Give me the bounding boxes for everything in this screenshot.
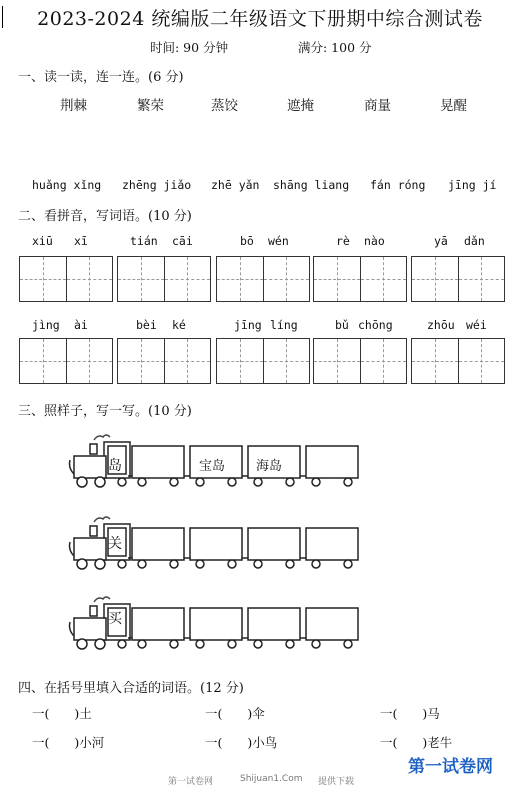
pinyin-syllable: zhōu <box>427 318 455 332</box>
writing-grid[interactable] <box>117 338 211 384</box>
pinyin-item: jīng jí <box>448 178 497 192</box>
pinyin-syllable: ài <box>74 318 88 332</box>
pinyin-item: huǎng xǐng <box>32 178 102 192</box>
exam-score: 满分: 100 分 <box>298 40 372 55</box>
section4-heading: 四、在括号里填入合适的词语。(12 分) <box>18 681 244 696</box>
pinyin-syllable: rè <box>336 234 350 248</box>
train-car-text: 海岛 <box>256 459 283 474</box>
pinyin-syllable: xī <box>74 234 88 248</box>
writing-grid[interactable] <box>216 338 310 384</box>
word-item: 晃醒 <box>440 98 467 114</box>
pinyin-syllable: ké <box>172 318 186 332</box>
pinyin-syllable: nào <box>364 234 385 248</box>
pinyin-syllable: yā <box>434 234 448 248</box>
pinyin-syllable: tián <box>130 234 158 248</box>
pinyin-syllable: dǎn <box>464 234 485 248</box>
section2-heading: 二、看拼音，写词语。(10 分) <box>18 209 192 224</box>
pinyin-item: fán róng <box>370 178 426 192</box>
writing-grid[interactable] <box>19 256 113 302</box>
section3-heading: 三、照样子，写一写。(10 分) <box>18 404 192 419</box>
pinyin-syllable: cāi <box>172 234 193 248</box>
pinyin-item: shāng liang <box>273 178 350 192</box>
fill-blank-item[interactable]: 一( )伞 <box>205 706 265 721</box>
pinyin-syllable: xiū <box>32 234 53 248</box>
pinyin-syllable: bǔ <box>335 318 349 332</box>
word-item: 繁荣 <box>137 98 164 114</box>
page-title: 2023-2024 统编版二年级语文下册期中综合测试卷 <box>0 4 520 31</box>
train-car-text: 宝岛 <box>199 459 226 474</box>
train-engine-char: 关 <box>108 536 122 552</box>
footer-url[interactable]: Shijuan1.Com <box>240 774 303 784</box>
word-item: 蒸饺 <box>211 98 238 114</box>
pinyin-syllable: jìng <box>32 318 60 332</box>
brand-logo: 第一试卷网 <box>408 757 493 777</box>
word-item: 遮掩 <box>287 98 314 114</box>
writing-grid[interactable] <box>313 338 407 384</box>
word-item: 商量 <box>364 98 391 114</box>
writing-grid[interactable] <box>313 256 407 302</box>
pinyin-syllable: wéi <box>466 318 487 332</box>
writing-grid[interactable] <box>411 256 505 302</box>
train-engine-char: 岛 <box>108 458 122 474</box>
pinyin-syllable: chōng <box>358 318 393 332</box>
pinyin-syllable: bō <box>240 234 254 248</box>
writing-grid[interactable] <box>216 256 310 302</box>
fill-blank-item[interactable]: 一( )土 <box>32 706 92 721</box>
fill-blank-item[interactable]: 一( )小鸟 <box>205 735 278 750</box>
writing-grid[interactable] <box>117 256 211 302</box>
pinyin-syllable: bèi <box>136 318 157 332</box>
exam-time: 时间: 90 分钟 <box>150 40 229 55</box>
fill-blank-item[interactable]: 一( )马 <box>380 706 440 721</box>
word-item: 荆棘 <box>60 98 87 114</box>
footer-site-name: 第一试卷网 <box>168 777 214 787</box>
writing-grid[interactable] <box>411 338 505 384</box>
pinyin-item: zhē yǎn <box>211 178 260 192</box>
footer-download: 提供下载 <box>318 777 355 787</box>
pinyin-syllable: líng <box>270 318 298 332</box>
pinyin-syllable: wén <box>268 234 289 248</box>
pinyin-item: zhēng jiǎo <box>122 178 192 192</box>
fill-blank-item[interactable]: 一( )老牛 <box>380 735 453 750</box>
section1-heading: 一、读一读，连一连。(6 分) <box>18 70 184 85</box>
writing-grid[interactable] <box>19 338 113 384</box>
fill-blank-item[interactable]: 一( )小河 <box>32 735 105 750</box>
train-engine-char: 买 <box>108 611 122 627</box>
pinyin-syllable: jīng <box>234 318 262 332</box>
